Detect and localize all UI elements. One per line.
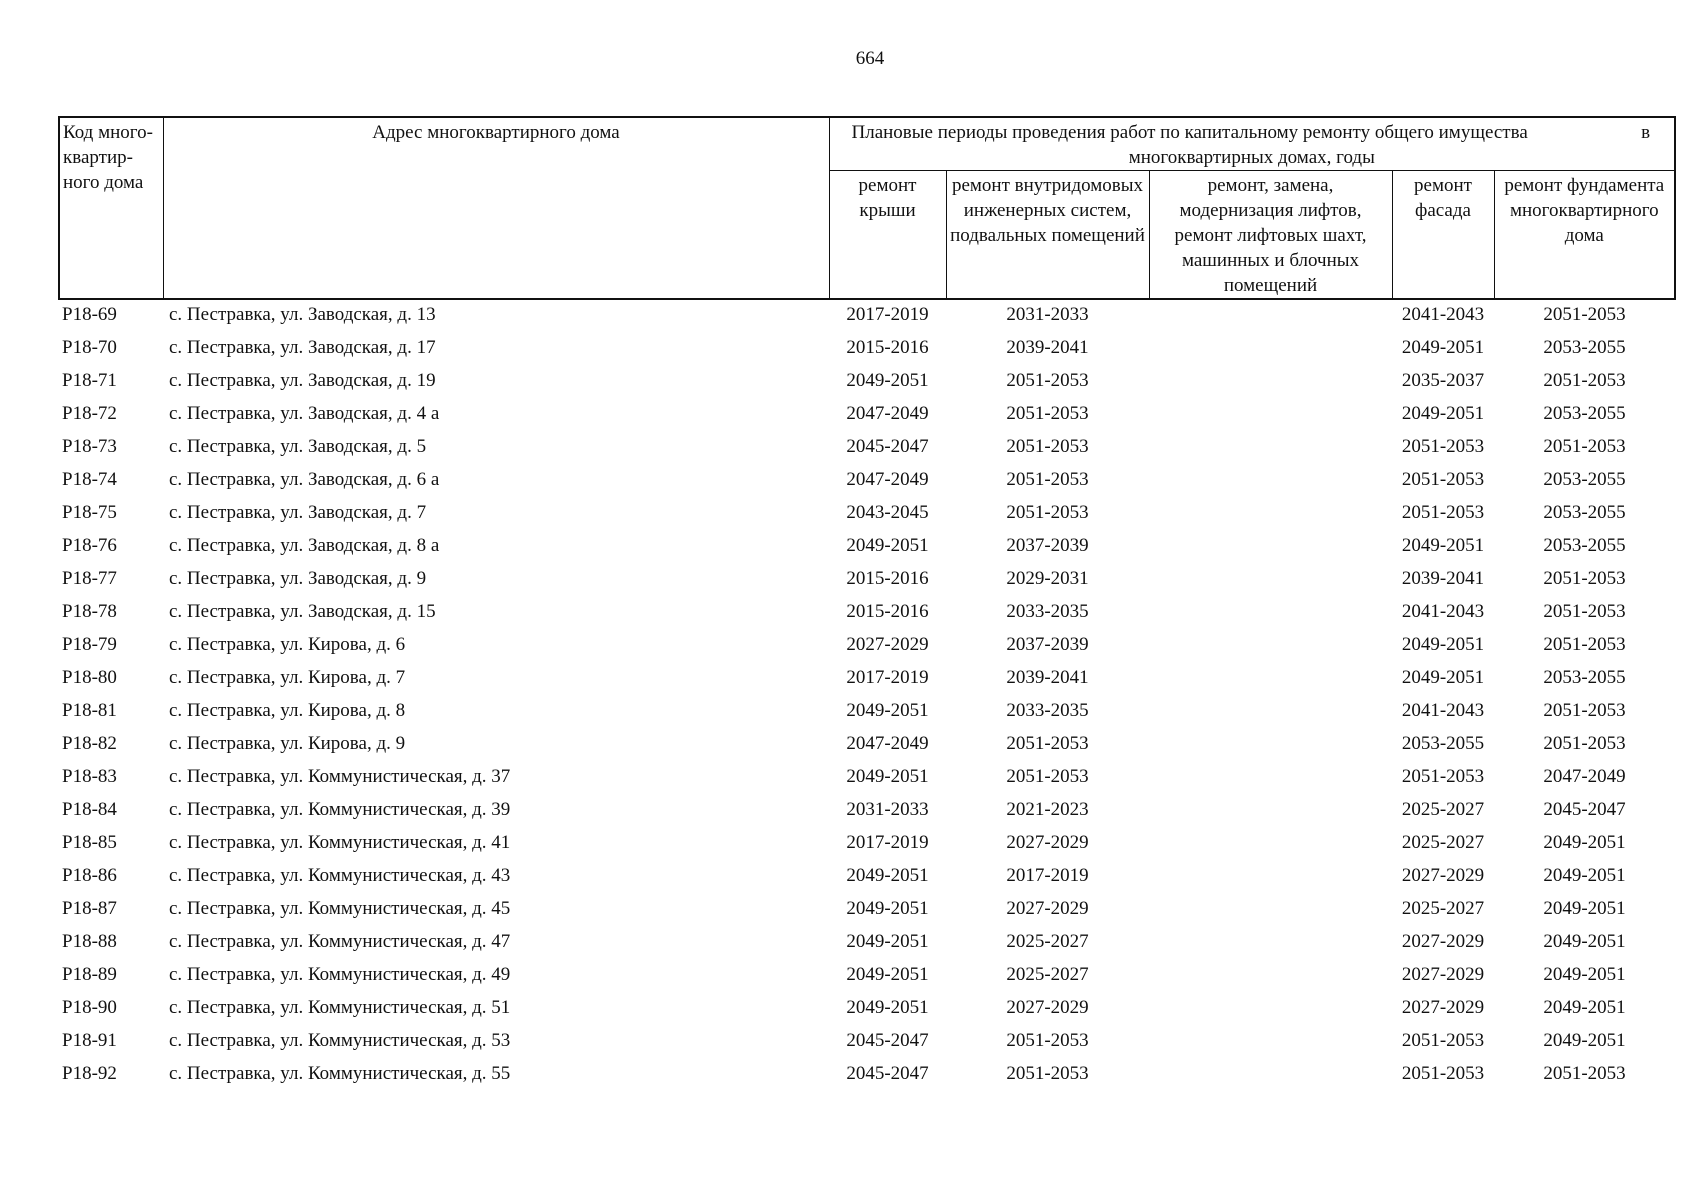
cell-code: Р18-70 — [62, 337, 117, 358]
header-roof: ремонт крыши — [829, 171, 946, 300]
table-row — [59, 894, 1675, 927]
cell-code: Р18-90 — [62, 997, 117, 1018]
header-foundation: ремонт фундамента многоквартирного дома — [1494, 171, 1675, 300]
cell-foundation: 2051-2053 — [1543, 568, 1626, 589]
cell-address: с. Пестравка, ул. Заводская, д. 6 а — [169, 469, 440, 490]
cell-roof: 2015-2016 — [846, 601, 929, 622]
cell-code: Р18-74 — [62, 469, 117, 490]
cell-facade: 2051-2053 — [1401, 1063, 1485, 1084]
cell-roof: 2049-2051 — [846, 931, 929, 952]
cell-facade: 2041-2043 — [1401, 601, 1485, 622]
cell-facade: 2049-2051 — [1401, 403, 1485, 424]
cell-address: с. Пестравка, ул. Кирова, д. 6 — [169, 634, 406, 655]
cell-facade: 2025-2027 — [1401, 799, 1485, 820]
table-row — [59, 861, 1675, 894]
cell-roof: 2047-2049 — [846, 469, 929, 490]
cell-code: Р18-81 — [62, 700, 117, 721]
cell-facade: 2051-2053 — [1401, 1030, 1485, 1051]
cell-roof: 2049-2051 — [846, 865, 929, 886]
table-row — [59, 399, 1675, 432]
cell-foundation: 2049-2051 — [1543, 898, 1626, 919]
cell-engineering: 2037-2039 — [1006, 634, 1089, 655]
cell-lifts — [1149, 828, 1392, 861]
cell-engineering: 2039-2041 — [1006, 337, 1089, 358]
cell-lifts — [1149, 795, 1392, 828]
cell-foundation: 2051-2053 — [1543, 1063, 1626, 1084]
cell-code: Р18-83 — [62, 766, 117, 787]
cell-facade: 2025-2027 — [1401, 832, 1485, 853]
cell-engineering: 2033-2035 — [1006, 700, 1089, 721]
cell-roof: 2049-2051 — [846, 898, 929, 919]
cell-lifts — [1149, 531, 1392, 564]
page-number: 664 — [855, 48, 885, 69]
cell-foundation: 2049-2051 — [1543, 997, 1626, 1018]
cell-roof: 2049-2051 — [846, 766, 929, 787]
cell-engineering: 2051-2053 — [1006, 370, 1089, 391]
cell-facade: 2027-2029 — [1401, 865, 1485, 886]
cell-lifts — [1149, 630, 1392, 663]
header-group-line-2: многоквартирных домах, годы — [1128, 147, 1375, 168]
cell-lifts — [1149, 465, 1392, 498]
cell-roof: 2049-2051 — [846, 997, 929, 1018]
cell-foundation: 2049-2051 — [1543, 1030, 1626, 1051]
cell-address: с. Пестравка, ул. Заводская, д. 13 — [169, 304, 436, 325]
table-row — [59, 960, 1675, 993]
cell-code: Р18-79 — [62, 634, 117, 655]
cell-code: Р18-84 — [62, 799, 117, 820]
table-row — [59, 927, 1675, 960]
cell-engineering: 2051-2053 — [1006, 733, 1089, 754]
cell-lifts — [1149, 366, 1392, 399]
cell-code: Р18-85 — [62, 832, 117, 853]
repair-schedule-table — [58, 116, 1676, 1092]
cell-address: с. Пестравка, ул. Коммунистическая, д. 45 — [169, 898, 511, 919]
cell-engineering: 2051-2053 — [1006, 1063, 1089, 1084]
cell-roof: 2049-2051 — [846, 700, 929, 721]
table-row — [59, 531, 1675, 564]
cell-facade: 2049-2051 — [1401, 634, 1485, 655]
cell-address: с. Пестравка, ул. Коммунистическая, д. 53 — [169, 1030, 511, 1051]
cell-code: Р18-76 — [62, 535, 117, 556]
cell-code: Р18-91 — [62, 1030, 117, 1051]
cell-engineering: 2033-2035 — [1006, 601, 1089, 622]
cell-foundation: 2049-2051 — [1543, 865, 1626, 886]
cell-address: с. Пестравка, ул. Коммунистическая, д. 37 — [169, 766, 511, 787]
cell-roof: 2017-2019 — [846, 832, 929, 853]
cell-engineering: 2027-2029 — [1006, 898, 1089, 919]
cell-lifts — [1149, 333, 1392, 366]
cell-foundation: 2051-2053 — [1543, 304, 1626, 325]
cell-facade: 2041-2043 — [1401, 304, 1485, 325]
cell-lifts — [1149, 861, 1392, 894]
table-row — [59, 630, 1675, 663]
table-row — [59, 498, 1675, 531]
cell-facade: 2027-2029 — [1401, 964, 1485, 985]
cell-foundation: 2053-2055 — [1543, 403, 1626, 424]
cell-roof: 2049-2051 — [846, 370, 929, 391]
table-row — [59, 1026, 1675, 1059]
table-row — [59, 729, 1675, 762]
cell-code: Р18-92 — [62, 1063, 117, 1084]
cell-lifts — [1149, 993, 1392, 1026]
header-lifts: ремонт, замена, модернизация лифтов, ремонт лифтовых шахт, машинных и блочных помещений — [1149, 171, 1392, 300]
cell-foundation: 2051-2053 — [1543, 733, 1626, 754]
cell-lifts — [1149, 299, 1392, 333]
header-facade: ремонт фасада — [1392, 171, 1494, 300]
cell-roof: 2045-2047 — [846, 1063, 929, 1084]
cell-engineering: 2031-2033 — [1006, 304, 1089, 325]
cell-foundation: 2053-2055 — [1543, 502, 1626, 523]
header-group-v: в — [1641, 122, 1651, 143]
cell-engineering: 2017-2019 — [1006, 865, 1089, 886]
cell-address: с. Пестравка, ул. Коммунистическая, д. 51 — [169, 997, 511, 1018]
cell-engineering: 2029-2031 — [1006, 568, 1089, 589]
cell-roof: 2049-2051 — [846, 535, 929, 556]
cell-facade: 2051-2053 — [1401, 502, 1485, 523]
cell-engineering: 2051-2053 — [1006, 502, 1089, 523]
cell-lifts — [1149, 597, 1392, 630]
cell-lifts — [1149, 960, 1392, 993]
cell-foundation: 2051-2053 — [1543, 700, 1626, 721]
table-row — [59, 564, 1675, 597]
cell-address: с. Пестравка, ул. Коммунистическая, д. 41 — [169, 832, 511, 853]
cell-roof: 2015-2016 — [846, 337, 929, 358]
cell-address: с. Пестравка, ул. Заводская, д. 15 — [169, 601, 436, 622]
cell-facade: 2027-2029 — [1401, 997, 1485, 1018]
cell-code: Р18-80 — [62, 667, 117, 688]
table-row — [59, 762, 1675, 795]
cell-foundation: 2053-2055 — [1543, 535, 1626, 556]
cell-roof: 2045-2047 — [846, 1030, 929, 1051]
cell-lifts — [1149, 564, 1392, 597]
cell-address: с. Пестравка, ул. Заводская, д. 19 — [169, 370, 436, 391]
cell-facade: 2035-2037 — [1401, 370, 1485, 391]
table-row — [59, 432, 1675, 465]
cell-address: с. Пестравка, ул. Заводская, д. 4 а — [169, 403, 440, 424]
cell-address: с. Пестравка, ул. Коммунистическая, д. 39 — [169, 799, 511, 820]
header-address: Адрес многоквартирного дома — [163, 117, 829, 299]
table-row — [59, 663, 1675, 696]
cell-code: Р18-86 — [62, 865, 117, 886]
cell-lifts — [1149, 894, 1392, 927]
cell-lifts — [1149, 663, 1392, 696]
cell-engineering: 2051-2053 — [1006, 469, 1089, 490]
cell-facade: 2039-2041 — [1401, 568, 1485, 589]
cell-engineering: 2039-2041 — [1006, 667, 1089, 688]
table-header — [59, 117, 1675, 299]
cell-code: Р18-77 — [62, 568, 117, 589]
cell-engineering: 2051-2053 — [1006, 403, 1089, 424]
cell-engineering: 2021-2023 — [1006, 799, 1089, 820]
cell-facade: 2051-2053 — [1401, 766, 1485, 787]
cell-code: Р18-82 — [62, 733, 117, 754]
cell-foundation: 2053-2055 — [1543, 337, 1626, 358]
cell-address: с. Пестравка, ул. Заводская, д. 5 — [169, 436, 427, 457]
cell-address: с. Пестравка, ул. Кирова, д. 8 — [169, 700, 406, 721]
cell-lifts — [1149, 762, 1392, 795]
cell-address: с. Пестравка, ул. Коммунистическая, д. 49 — [169, 964, 511, 985]
cell-foundation: 2047-2049 — [1543, 766, 1626, 787]
cell-roof: 2045-2047 — [846, 436, 929, 457]
cell-engineering: 2027-2029 — [1006, 832, 1089, 853]
header-code: Код много-квартир-ного дома — [59, 117, 163, 299]
cell-roof: 2047-2049 — [846, 733, 929, 754]
cell-facade: 2051-2053 — [1401, 436, 1485, 457]
cell-lifts — [1149, 1026, 1392, 1059]
cell-foundation: 2049-2051 — [1543, 832, 1626, 853]
cell-facade: 2041-2043 — [1401, 700, 1485, 721]
cell-lifts — [1149, 432, 1392, 465]
cell-lifts — [1149, 1059, 1392, 1092]
cell-facade: 2049-2051 — [1401, 667, 1485, 688]
table-row — [59, 333, 1675, 366]
table-row — [59, 366, 1675, 399]
cell-address: с. Пестравка, ул. Заводская, д. 7 — [169, 502, 427, 523]
cell-lifts — [1149, 498, 1392, 531]
cell-address: с. Пестравка, ул. Заводская, д. 17 — [169, 337, 436, 358]
cell-roof: 2031-2033 — [846, 799, 929, 820]
cell-roof: 2047-2049 — [846, 403, 929, 424]
cell-facade: 2025-2027 — [1401, 898, 1485, 919]
cell-roof: 2027-2029 — [846, 634, 929, 655]
cell-foundation: 2051-2053 — [1543, 634, 1626, 655]
cell-lifts — [1149, 696, 1392, 729]
cell-code: Р18-88 — [62, 931, 117, 952]
cell-foundation: 2053-2055 — [1543, 667, 1626, 688]
cell-roof: 2043-2045 — [846, 502, 929, 523]
cell-code: Р18-89 — [62, 964, 117, 985]
cell-engineering: 2051-2053 — [1006, 436, 1089, 457]
cell-foundation: 2051-2053 — [1543, 370, 1626, 391]
cell-code: Р18-72 — [62, 403, 117, 424]
cell-roof: 2017-2019 — [846, 667, 929, 688]
table-row — [59, 1059, 1675, 1092]
cell-engineering: 2027-2029 — [1006, 997, 1089, 1018]
cell-lifts — [1149, 399, 1392, 432]
cell-facade: 2049-2051 — [1401, 337, 1485, 358]
cell-code: Р18-87 — [62, 898, 117, 919]
table-row — [59, 828, 1675, 861]
cell-foundation: 2051-2053 — [1543, 601, 1626, 622]
header-engineering: ремонт внутридомовых инженерных систем, подвальных помещений — [946, 171, 1149, 300]
table-body — [59, 299, 1675, 1092]
cell-address: с. Пестравка, ул. Коммунистическая, д. 43 — [169, 865, 511, 886]
header-group-line-1: Плановые периоды проведения работ по капитальному ремонту общего имущества в — [851, 122, 1651, 143]
cell-code: Р18-75 — [62, 502, 117, 523]
table-row — [59, 465, 1675, 498]
cell-engineering: 2051-2053 — [1006, 1030, 1089, 1051]
table-row — [59, 993, 1675, 1026]
cell-engineering: 2051-2053 — [1006, 766, 1089, 787]
cell-facade: 2027-2029 — [1401, 931, 1485, 952]
table-row — [59, 795, 1675, 828]
cell-code: Р18-73 — [62, 436, 117, 457]
cell-address: с. Пестравка, ул. Коммунистическая, д. 47 — [169, 931, 511, 952]
cell-foundation: 2049-2051 — [1543, 931, 1626, 952]
cell-foundation: 2051-2053 — [1543, 436, 1626, 457]
cell-facade: 2053-2055 — [1401, 733, 1485, 754]
cell-foundation: 2045-2047 — [1543, 799, 1626, 820]
cell-address: с. Пестравка, ул. Заводская, д. 8 а — [169, 535, 440, 556]
cell-code: Р18-69 — [62, 304, 117, 325]
cell-facade: 2051-2053 — [1401, 469, 1485, 490]
table-row — [59, 696, 1675, 729]
cell-address: с. Пестравка, ул. Кирова, д. 7 — [169, 667, 406, 688]
cell-foundation: 2049-2051 — [1543, 964, 1626, 985]
table-row — [59, 299, 1675, 333]
cell-address: с. Пестравка, ул. Коммунистическая, д. 55 — [169, 1063, 511, 1084]
cell-address: с. Пестравка, ул. Заводская, д. 9 — [169, 568, 427, 589]
cell-lifts — [1149, 927, 1392, 960]
cell-roof: 2015-2016 — [846, 568, 929, 589]
repair-schedule-table-wrap — [58, 116, 1674, 1092]
cell-engineering: 2025-2027 — [1006, 964, 1089, 985]
header-planned-periods — [829, 117, 1675, 171]
cell-foundation: 2053-2055 — [1543, 469, 1626, 490]
cell-code: Р18-71 — [62, 370, 117, 391]
cell-engineering: 2025-2027 — [1006, 931, 1089, 952]
cell-address: с. Пестравка, ул. Кирова, д. 9 — [169, 733, 406, 754]
cell-code: Р18-78 — [62, 601, 117, 622]
cell-roof: 2017-2019 — [846, 304, 929, 325]
cell-roof: 2049-2051 — [846, 964, 929, 985]
cell-facade: 2049-2051 — [1401, 535, 1485, 556]
table-row — [59, 597, 1675, 630]
cell-lifts — [1149, 729, 1392, 762]
cell-engineering: 2037-2039 — [1006, 535, 1089, 556]
